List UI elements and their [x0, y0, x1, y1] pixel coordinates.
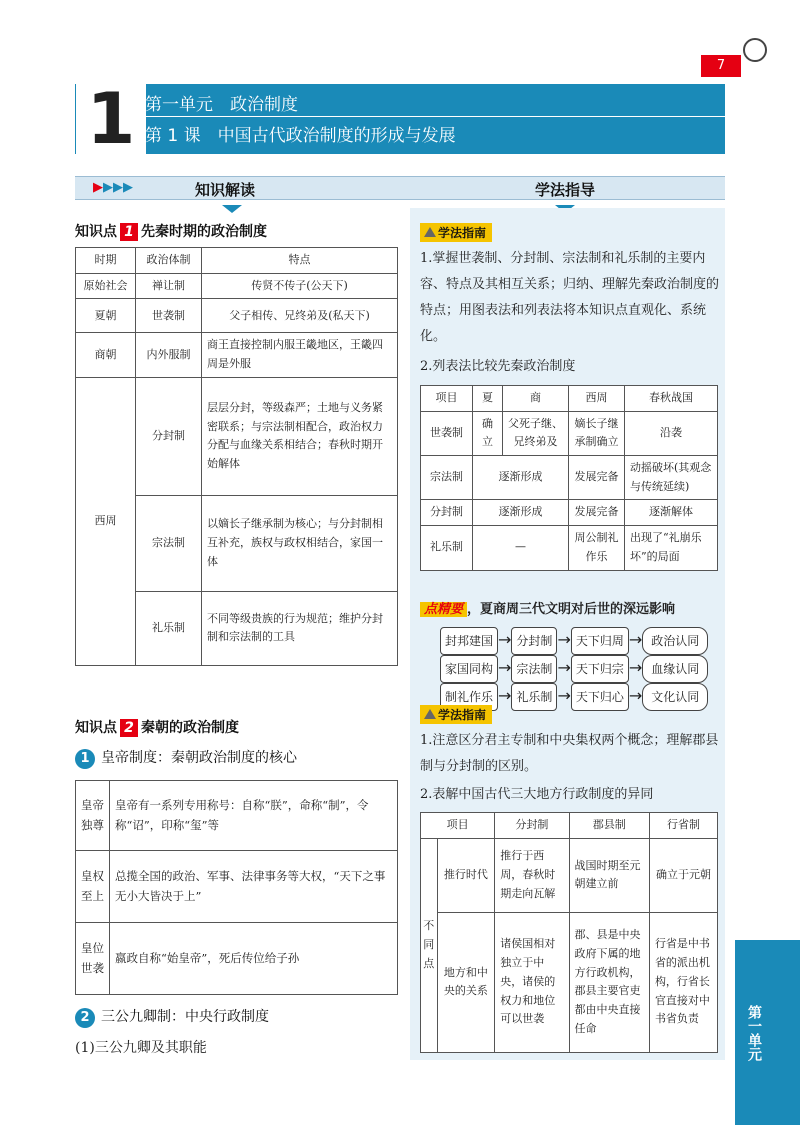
- kp2-sub2: 2 三公九卿制：中央行政制度: [75, 1006, 269, 1028]
- tab-knowledge-label: 知识解读: [195, 181, 256, 199]
- kp2-emperor-table: 皇帝独尊 皇帝有一系列专用称号：自称“朕”，命称“制”，令称“诏”，印称“玺”等 皇权至上 总揽全国的政治、军事、法律事务等大权，“天下之事无小大皆决于上” 皇位世袭 嬴政自称“始皇帝”，死后传位给子孙: [75, 780, 398, 995]
- guide2-badge: 学法指南: [420, 704, 492, 724]
- guide2-p2: 2.表解中国古代三大地方行政制度的异同: [420, 787, 654, 802]
- guide1-p1: 1.掌握世袭制、分封制、宗法制和礼乐制的主要内容、特点及其相互关系；归纳、理解先秦政治制度的特点；用图表法和列表法将本知识点直观化、系统化。: [420, 251, 720, 344]
- kp2-sub1: 1 皇帝制度：秦朝政治制度的核心: [75, 747, 297, 769]
- unit-side-tab-label: 第一单元: [746, 1005, 762, 1061]
- flow-row: 家国同构 → 宗法制 → 天下归宗 → 血缘认同: [440, 655, 708, 683]
- tab-pointer-icon: [222, 205, 242, 213]
- unit-title: 第一单元 政治制度: [145, 95, 298, 115]
- guide1-badge: 学法指南: [420, 222, 492, 242]
- unit-number: 1: [76, 84, 146, 154]
- tab-knowledge: [75, 176, 410, 200]
- flow-row: 封邦建国 → 分封制 → 天下归周 → 政治认同: [440, 627, 708, 655]
- guide1-p2: 2.列表法比较先秦政治制度: [420, 359, 576, 374]
- lesson-title: 第 1 课 中国古代政治制度的形成与发展: [145, 126, 456, 146]
- kp2-heading: 知识点 2 秦朝的政治制度: [75, 720, 239, 736]
- header-divider: [145, 116, 725, 117]
- guide2-p1: 1.注意区分君主专制和中央集权两个概念；理解郡县制与分封制的区别。: [420, 733, 719, 774]
- tab-guidance: [410, 176, 725, 200]
- highlight-flow: [440, 627, 708, 711]
- kp1-table: 时期 政治体制 特点 原始社会 禅让制 传贤不传子(公天下) 夏朝 世袭制 父子相传、兄终弟及(私天下) 商朝 内外服制 商王直接控制内服王畿地区，王畿四周是外服 西周 分封制 层层分封，等级森严；土地与义务紧密联系；与宗法制相配合，政治权力分配与血缘关系相结合；春秋时期开始解体 宗法制 以嫡长子继承制为核心；与分封制相互补充，族权与政权相结合，家国一体 礼乐制 不同等级贵族的行为规范；维护分封制和宗法制的工具: [75, 247, 398, 666]
- guide2-table: 项目 分封制 郡县制 行省制 不同点 推行时代 推行于西周，春秋时期走向瓦解 战国时期至元朝建立前 确立于元朝 地方和中央的关系 诸侯国相对独立于中央，诸侯的权力和地位可以世袭 郡、县是中央政府下属的地方行政机构，郡县主要官吏都由中央直接任命 行省是中书省的派出机构，行省长官直接对中书省负责: [420, 812, 718, 1053]
- kp1-heading: 知识点 1 先秦时期的政治制度: [75, 224, 267, 240]
- highlight-heading: 点精要 ，夏商周三代文明对后世的深远影响: [420, 598, 675, 617]
- play-arrows-icon: ▶▶▶▶: [93, 180, 133, 195]
- mascot-icon: [743, 38, 767, 62]
- flow-row: 制礼作乐 → 礼乐制 → 天下归心 → 文化认同: [440, 683, 708, 711]
- page-number: 7: [701, 55, 741, 77]
- kp2-sub2-line: (1)三公九卿及其职能: [75, 1040, 207, 1056]
- guide1-table: 项目 夏 商 西周 春秋战国 世袭制 确立 父死子继、兄终弟及 嫡长子继承制确立 沿袭 宗法制 逐渐形成 发展完备 动摇破坏(其观念与传统延续) 分封制 逐渐形成 发展完备 逐渐解体 礼乐制 — 周公制礼作乐 出现了“礼崩乐坏”的局面: [420, 385, 718, 571]
- tab-guidance-label: 学法指导: [535, 181, 596, 199]
